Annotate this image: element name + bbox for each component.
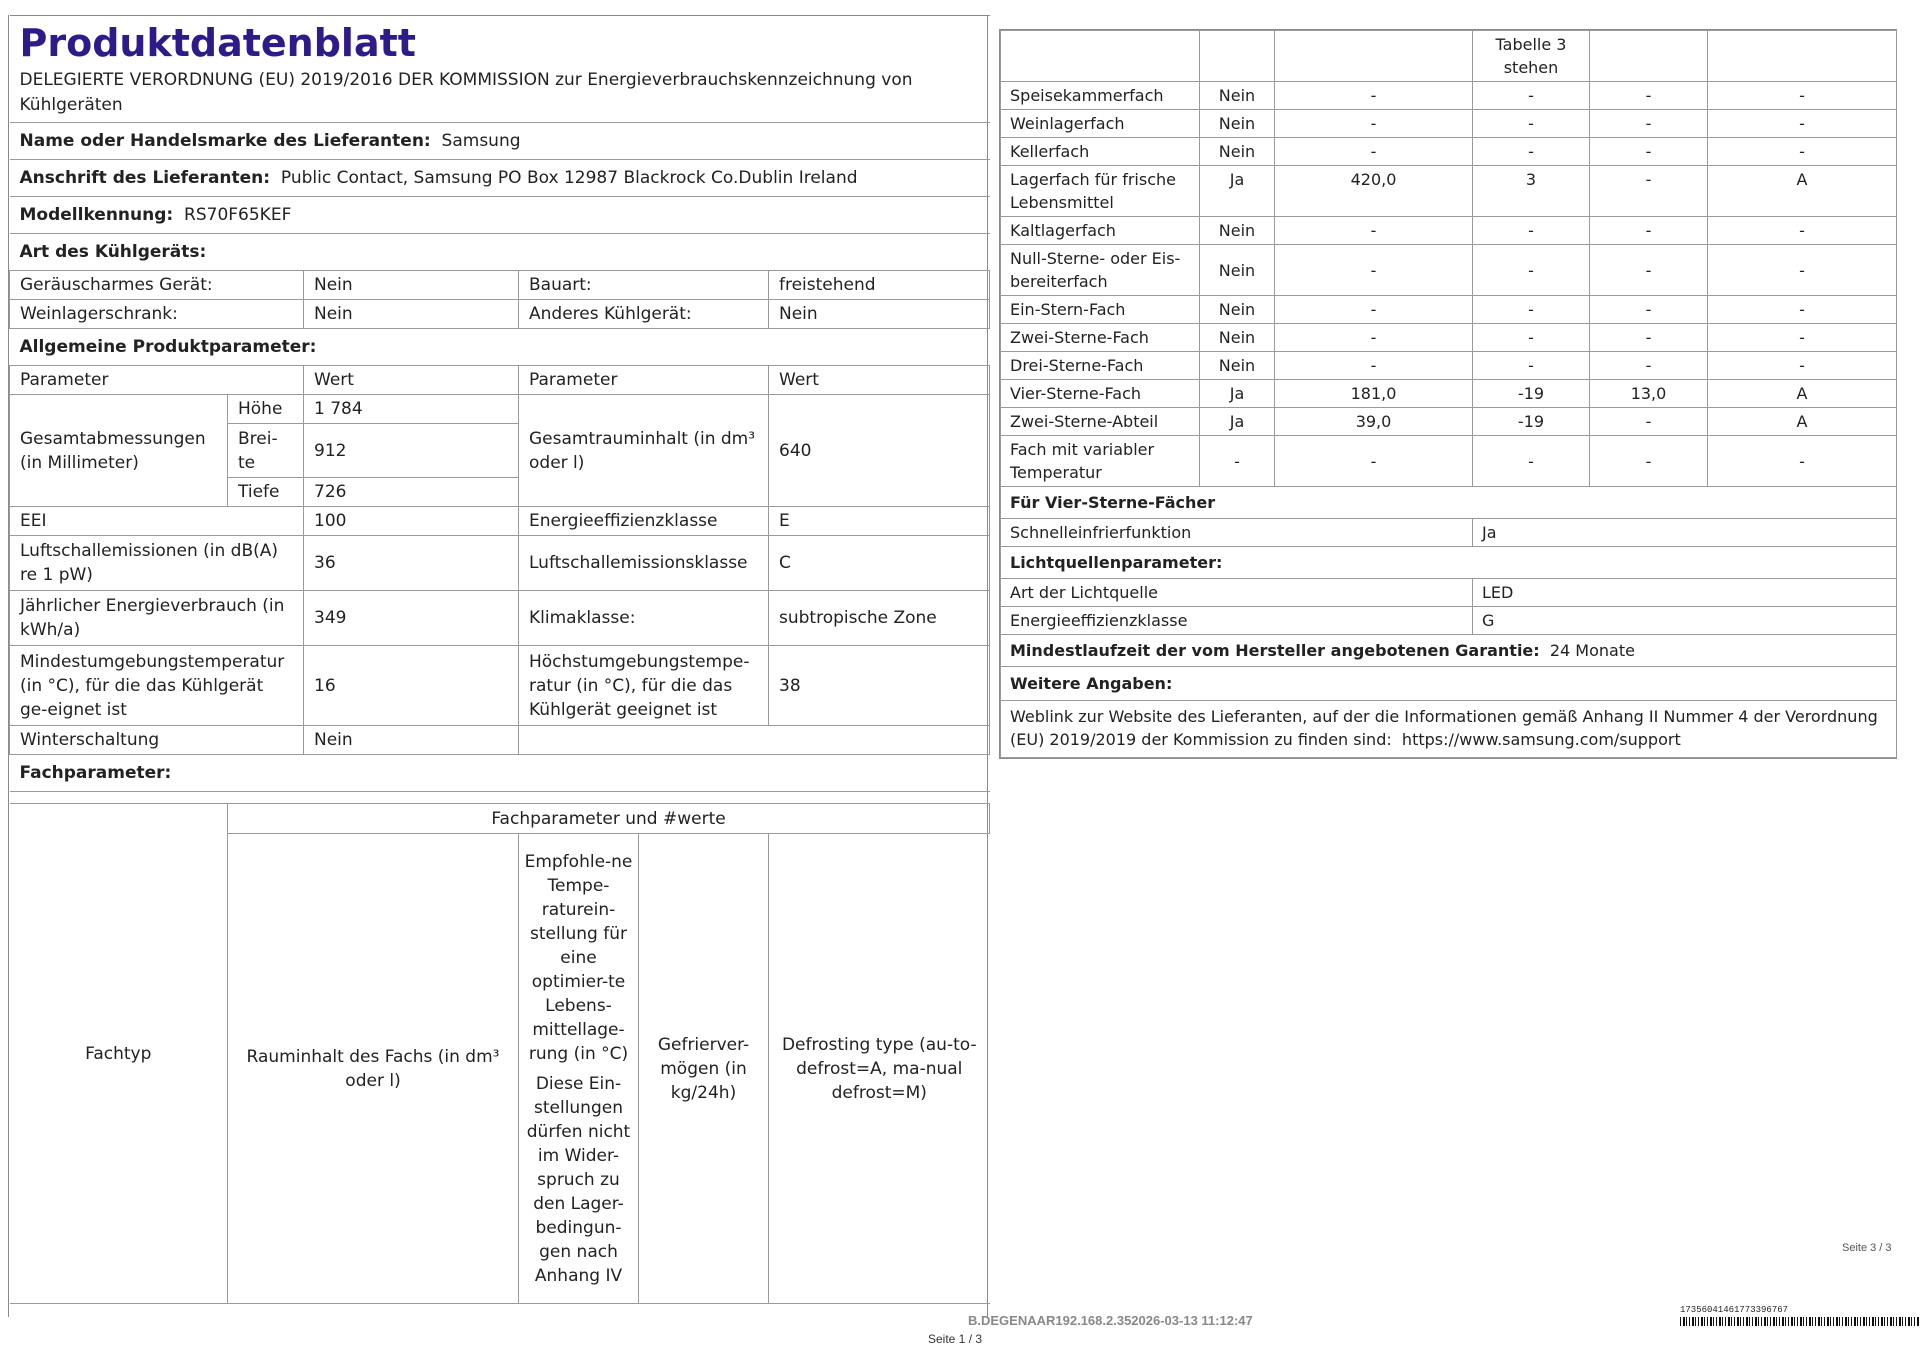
more-info-text: Weblink zur Website des Lieferanten, auf der die Informationen gemäß Anhang II Nummer 4 der Verordnung (EU) 2019/2019 der Kommission zu finden sind:: [1010, 707, 1878, 749]
empty-cell: [519, 726, 990, 755]
compartment-temp: -: [1473, 217, 1590, 245]
value-header-2: Wert: [769, 366, 990, 395]
compartment-freeze: -: [1590, 352, 1708, 380]
col-fachtyp: Fachtyp: [10, 804, 228, 1304]
compartment-volume: -: [1275, 217, 1473, 245]
compartment-temp: -: [1473, 352, 1590, 380]
supplier-address-label: Anschrift des Lieferanten:: [19, 168, 271, 188]
compartment-row: [1001, 296, 1897, 324]
compartment-table: [1000, 30, 1897, 758]
supplier-link[interactable]: https://www.samsung.com/support: [1401, 730, 1681, 749]
compartment-volume: -: [1275, 324, 1473, 352]
warranty-label: Mindestlaufzeit der vom Hersteller angebotenen Garantie:: [1010, 641, 1540, 660]
compartment-temp: -: [1473, 436, 1590, 487]
energy-class-label: Energieeffizienzklasse: [519, 507, 769, 536]
compartment-group-header: Fachparameter und #werte: [228, 804, 990, 834]
compartment-defrost: -: [1708, 217, 1897, 245]
spacer: [10, 792, 990, 804]
compartment-defrost: -: [1708, 138, 1897, 166]
noise-class-value: C: [769, 536, 990, 591]
compartment-name: Zwei-Sterne-Abteil: [1001, 408, 1200, 436]
col-volume: Rauminhalt des Fachs (in dm³ oder l): [228, 834, 519, 1304]
col-defrost: Defrosting type (au-to-defrost=A, ma-nual defrost=M): [769, 834, 990, 1304]
cont-cell-1: [1001, 31, 1200, 82]
compartment-name: Kellerfach: [1001, 138, 1200, 166]
compartment-present: Nein: [1200, 217, 1275, 245]
supplier-name-row: [10, 123, 990, 160]
supplier-address-row: [10, 160, 990, 197]
compartment-volume: 181,0: [1275, 380, 1473, 408]
compartment-defrost: -: [1708, 324, 1897, 352]
min-temp-value: 16: [304, 646, 519, 726]
dimensions-label: Gesamtabmessungen (in Millimeter): [10, 395, 228, 507]
compartment-temp: -: [1473, 138, 1590, 166]
page-number-right: Seite 3 / 3: [1842, 1242, 1892, 1254]
col-temp-a: Empfohle-ne Tempe-raturein-stellung für eine optimier-te Lebens-mittellage-rung (in °C): [524, 851, 633, 1064]
compartment-present: Nein: [1200, 110, 1275, 138]
compartment-defrost: -: [1708, 352, 1897, 380]
compartment-row: [1001, 138, 1897, 166]
compartment-temp: -19: [1473, 408, 1590, 436]
low-noise-label: Geräuscharmes Gerät:: [10, 271, 304, 300]
quick-freeze-label: Schnelleinfrierfunktion: [1001, 519, 1473, 547]
winter-label: Winterschaltung: [10, 726, 304, 755]
compartment-defrost: A: [1708, 166, 1897, 217]
general-section-heading: Allgemeine Produktparameter:: [10, 329, 990, 366]
print-stamp: B.DEGENAAR192.168.2.352026-03-13 11:12:47: [968, 1313, 1253, 1328]
compartment-present: Nein: [1200, 296, 1275, 324]
more-info-heading: Weitere Angaben:: [1001, 667, 1897, 701]
winter-value: Nein: [304, 726, 519, 755]
compartment-present: -: [1200, 436, 1275, 487]
volume-label: Gesamtrauminhalt (in dm³ oder l): [519, 395, 769, 507]
compartment-freeze: 13,0: [1590, 380, 1708, 408]
warranty-row: [1001, 635, 1897, 667]
param-header: Parameter: [10, 366, 304, 395]
compartment-volume: -: [1275, 110, 1473, 138]
compartment-freeze: -: [1590, 296, 1708, 324]
volume-value: 640: [769, 395, 990, 507]
product-sheet-table: [9, 15, 990, 1304]
compartment-rows: [1001, 82, 1897, 487]
col-temp-b: Diese Ein-stellungen dürfen nicht im Wider-spruch zu den Lager-bedingun-gen nach Anhang IV: [526, 1073, 631, 1286]
warranty-value: 24 Monate: [1549, 641, 1635, 660]
compartment-temp: -: [1473, 245, 1590, 296]
noise-class-label: Luftschallemissionsklasse: [519, 536, 769, 591]
compartment-row: [1001, 408, 1897, 436]
annual-energy-label: Jährlicher Energieverbrauch (in kWh/a): [10, 591, 304, 646]
compartment-freeze: -: [1590, 436, 1708, 487]
compartment-section-heading: Fachparameter:: [10, 755, 990, 792]
compartment-present: Nein: [1200, 82, 1275, 110]
param-header-2: Parameter: [519, 366, 769, 395]
compartment-volume: -: [1275, 296, 1473, 324]
compartment-temp: -: [1473, 110, 1590, 138]
compartment-defrost: -: [1708, 296, 1897, 324]
width-value: 912: [304, 424, 519, 478]
compartment-present: Nein: [1200, 138, 1275, 166]
col-temp: [519, 834, 639, 1304]
compartment-defrost: -: [1708, 245, 1897, 296]
compartment-volume: -: [1275, 82, 1473, 110]
compartment-row: [1001, 380, 1897, 408]
continued-note: Tabelle 3 stehen: [1473, 31, 1590, 82]
compartment-temp: -: [1473, 324, 1590, 352]
compartment-volume: -: [1275, 436, 1473, 487]
four-star-heading: Für Vier-Sterne-Fächer: [1001, 487, 1897, 519]
compartment-name: Weinlagerfach: [1001, 110, 1200, 138]
compartment-row: [1001, 352, 1897, 380]
cont-cell-3: [1275, 31, 1473, 82]
compartment-present: Ja: [1200, 408, 1275, 436]
more-info-row: [1001, 701, 1897, 758]
model-row: [10, 197, 990, 234]
light-class-label: Energieeffizienzklasse: [1001, 607, 1473, 635]
min-temp-label: Mindestumgebungstemperatur (in °C), für die das Kühlgerät ge-eignet ist: [10, 646, 304, 726]
climate-class-label: Klimaklasse:: [519, 591, 769, 646]
design-value: freistehend: [769, 271, 990, 300]
compartment-temp: 3: [1473, 166, 1590, 217]
model-value: RS70F65KEF: [184, 205, 292, 225]
light-type-label: Art der Lichtquelle: [1001, 579, 1473, 607]
compartment-volume: -: [1275, 352, 1473, 380]
light-type-value: LED: [1473, 579, 1897, 607]
depth-label: Tiefe: [228, 478, 304, 507]
compartment-name: Lagerfach für frische Lebensmittel: [1001, 166, 1200, 217]
compartment-row: [1001, 217, 1897, 245]
regulation-subtitle: DELEGIERTE VERORDNUNG (EU) 2019/2016 DER KOMMISSION zur Energieverbrauchskennzeichnung von Kühlgeräten: [19, 70, 913, 115]
compartment-present: Nein: [1200, 245, 1275, 296]
energy-class-value: E: [769, 507, 990, 536]
compartment-name: Fach mit variabler Temperatur: [1001, 436, 1200, 487]
compartment-freeze: -: [1590, 82, 1708, 110]
compartment-defrost: -: [1708, 82, 1897, 110]
compartment-row: [1001, 82, 1897, 110]
compartment-volume: -: [1275, 138, 1473, 166]
compartment-volume: -: [1275, 245, 1473, 296]
eei-label: EEI: [10, 507, 304, 536]
right-column: [999, 29, 1897, 759]
compartment-freeze: -: [1590, 166, 1708, 217]
compartment-name: Ein-Stern-Fach: [1001, 296, 1200, 324]
compartment-freeze: -: [1590, 408, 1708, 436]
width-label: Brei-te: [228, 424, 304, 478]
compartment-defrost: A: [1708, 408, 1897, 436]
compartment-present: Ja: [1200, 166, 1275, 217]
left-column: [8, 15, 988, 1317]
compartment-freeze: -: [1590, 245, 1708, 296]
compartment-name: Zwei-Sterne-Fach: [1001, 324, 1200, 352]
cont-cell-2: [1200, 31, 1275, 82]
compartment-row: [1001, 245, 1897, 296]
light-heading: Lichtquellenparameter:: [1001, 547, 1897, 579]
noise-label: Luftschallemissionen (in dB(A) re 1 pW): [10, 536, 304, 591]
supplier-address-value: Public Contact, Samsung PO Box 12987 Blackrock Co.Dublin Ireland: [280, 168, 858, 188]
compartment-freeze: -: [1590, 138, 1708, 166]
max-temp-value: 38: [769, 646, 990, 726]
max-temp-label: Höchstumgebungstempe-ratur (in °C), für die das Kühlgerät geeignet ist: [519, 646, 769, 726]
compartment-name: Vier-Sterne-Fach: [1001, 380, 1200, 408]
other-appliance-label: Anderes Kühlgerät:: [519, 300, 769, 329]
annual-energy-value: 349: [304, 591, 519, 646]
compartment-volume: 420,0: [1275, 166, 1473, 217]
compartment-name: Speisekammerfach: [1001, 82, 1200, 110]
compartment-defrost: -: [1708, 436, 1897, 487]
compartment-row: [1001, 324, 1897, 352]
eei-value: 100: [304, 507, 519, 536]
compartment-present: Nein: [1200, 324, 1275, 352]
compartment-freeze: -: [1590, 110, 1708, 138]
col-freeze: Gefrierver-mögen (in kg/24h): [639, 834, 769, 1304]
compartment-temp: -19: [1473, 380, 1590, 408]
barcode-number: 17356041461773396767: [1680, 1305, 1789, 1315]
compartment-name: Drei-Sterne-Fach: [1001, 352, 1200, 380]
other-appliance-value: Nein: [769, 300, 990, 329]
value-header: Wert: [304, 366, 519, 395]
barcode: [1680, 1317, 1920, 1326]
compartment-defrost: -: [1708, 110, 1897, 138]
page-number: Seite 1 / 3: [928, 1332, 983, 1346]
supplier-name-value: Samsung: [441, 131, 521, 151]
height-value: 1 784: [304, 395, 519, 424]
type-section-heading: Art des Kühlgeräts:: [10, 234, 990, 271]
light-class-value: G: [1473, 607, 1897, 635]
compartment-freeze: -: [1590, 324, 1708, 352]
compartment-row: [1001, 436, 1897, 487]
compartment-name: Null-Sterne- oder Eis-bereiterfach: [1001, 245, 1200, 296]
compartment-temp: -: [1473, 296, 1590, 324]
model-label: Modellkennung:: [19, 205, 174, 225]
wine-cabinet-value: Nein: [304, 300, 519, 329]
quick-freeze-value: Ja: [1473, 519, 1897, 547]
cont-cell-6: [1708, 31, 1897, 82]
supplier-name-label: Name oder Handelsmarke des Lieferanten:: [19, 131, 431, 151]
depth-value: 726: [304, 478, 519, 507]
compartment-row: [1001, 110, 1897, 138]
compartment-volume: 39,0: [1275, 408, 1473, 436]
compartment-present: Ja: [1200, 380, 1275, 408]
compartment-present: Nein: [1200, 352, 1275, 380]
compartment-defrost: A: [1708, 380, 1897, 408]
cont-cell-5: [1590, 31, 1708, 82]
compartment-row: [1001, 166, 1897, 217]
compartment-freeze: -: [1590, 217, 1708, 245]
wine-cabinet-label: Weinlagerschrank:: [10, 300, 304, 329]
noise-value: 36: [304, 536, 519, 591]
design-label: Bauart:: [519, 271, 769, 300]
compartment-name: Kaltlagerfach: [1001, 217, 1200, 245]
height-label: Höhe: [228, 395, 304, 424]
page-title: Produktdatenblatt: [19, 21, 416, 65]
climate-class-value: subtropische Zone: [769, 591, 990, 646]
low-noise-value: Nein: [304, 271, 519, 300]
compartment-temp: -: [1473, 82, 1590, 110]
